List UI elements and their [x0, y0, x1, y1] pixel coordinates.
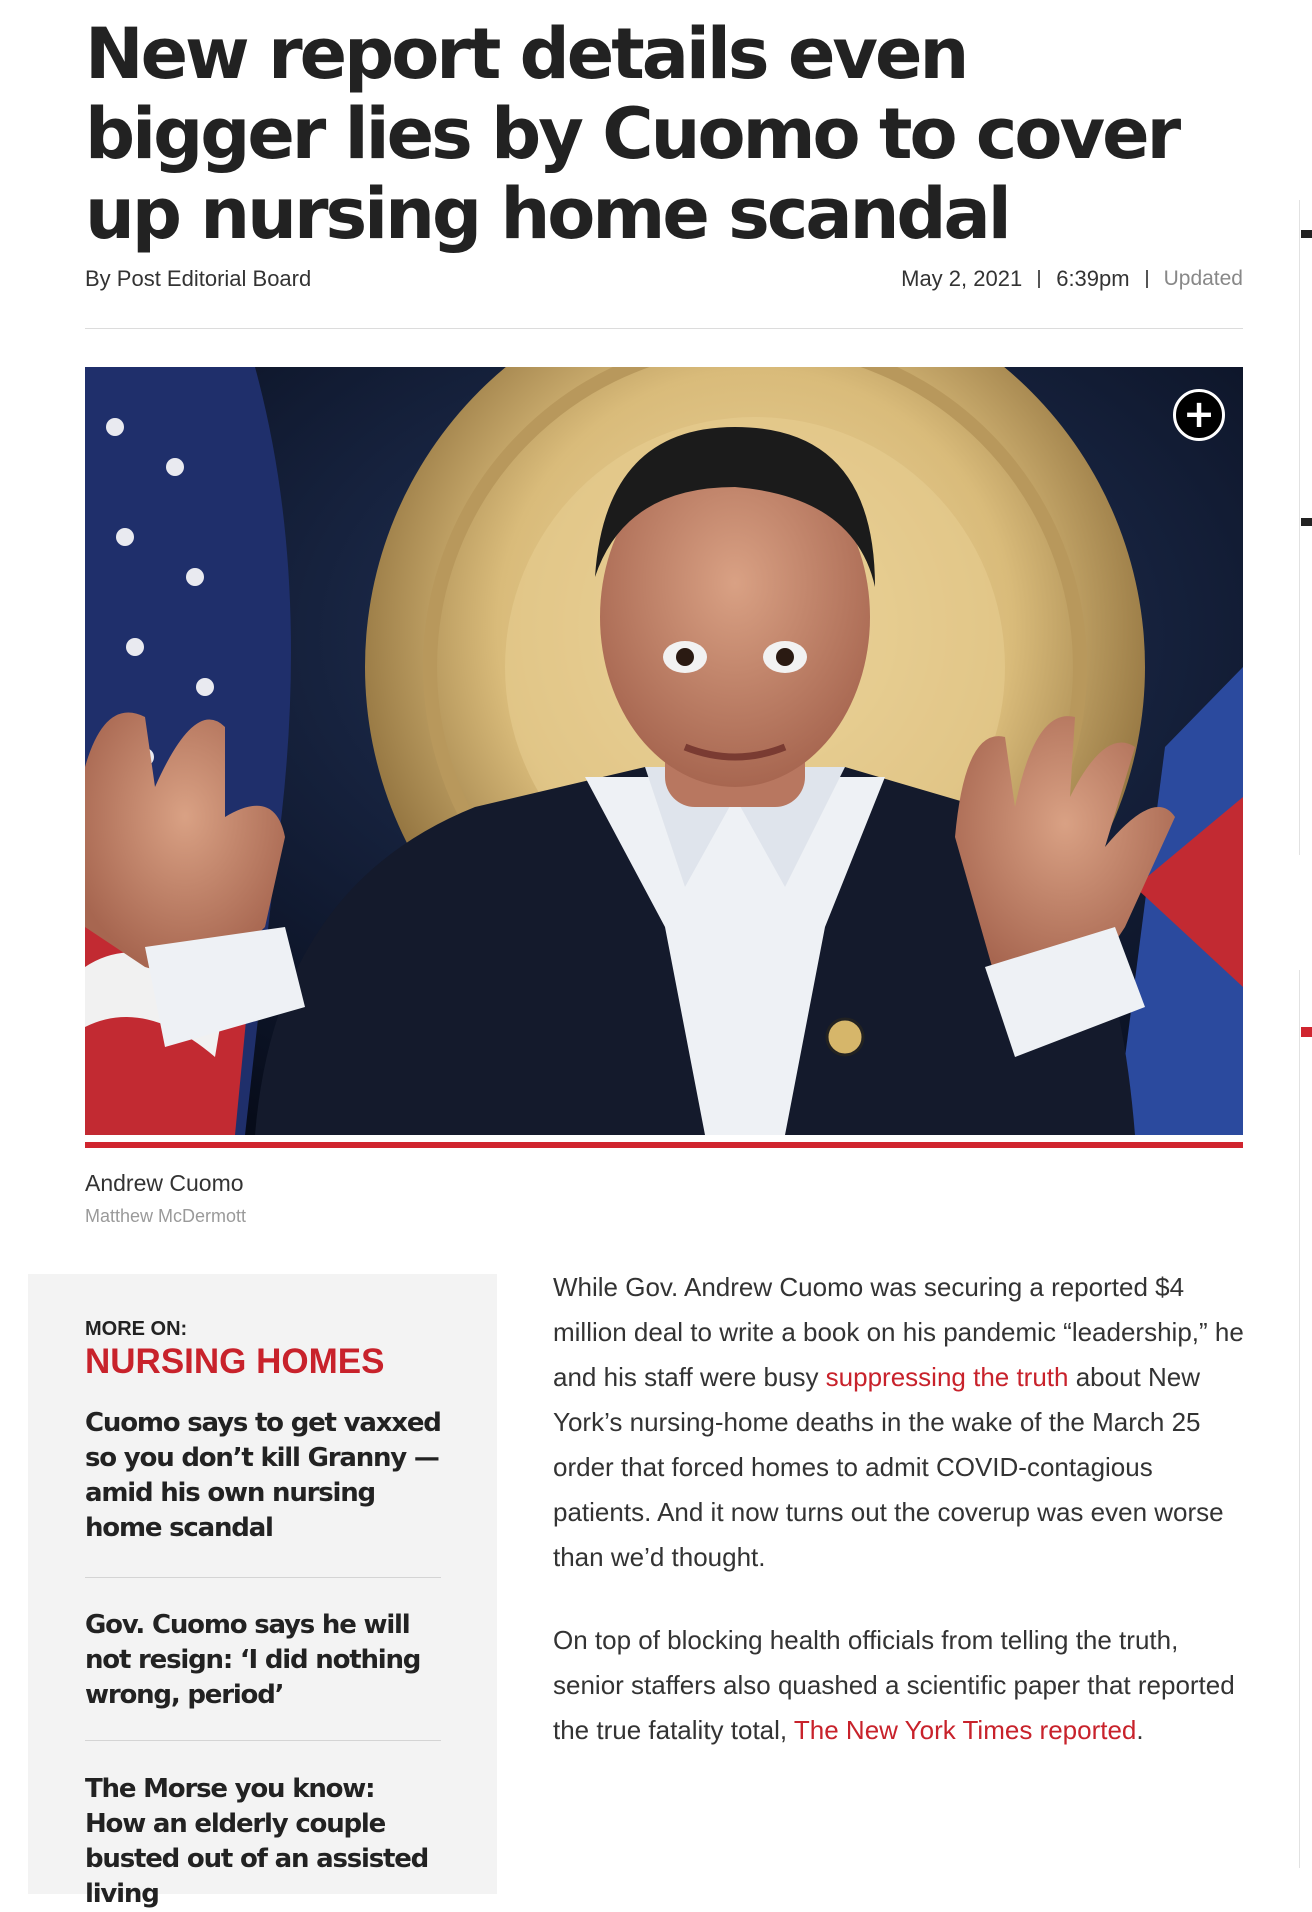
- right-rail-marker: [1301, 230, 1312, 238]
- right-rail-border: [1299, 200, 1300, 855]
- article-body: [553, 1265, 1253, 1753]
- right-rail-marker: [1301, 518, 1312, 526]
- paragraph-text: about New York’s nursing-home deaths in the wake of the March 25 order that forced homes to admit COVID-contagious patients. And it now turns out the coverup was even worse than we’d thought.: [553, 1362, 1224, 1572]
- publish-time: 6:39pm: [1056, 266, 1130, 291]
- hero-photo-illustration: [85, 367, 1243, 1135]
- right-rail-edge: [1300, 0, 1312, 1868]
- meta-separator: [1038, 270, 1040, 288]
- topic-link[interactable]: NURSING HOMES: [85, 1342, 385, 1381]
- related-article-link[interactable]: Gov. Cuomo says he will not resign: ‘I did nothing wrong, period’: [85, 1610, 421, 1710]
- related-divider: [85, 1577, 441, 1578]
- more-on-sidebar: [28, 1274, 497, 1909]
- paragraph-text: On top of blocking health officials from telling the truth, senior staffers also quashed a scientific paper that reported the true fatality total,: [553, 1625, 1235, 1745]
- body-paragraph: [553, 1618, 1253, 1753]
- right-rail-marker: [1301, 1027, 1312, 1037]
- paragraph-text: While Gov. Andrew Cuomo was securing a reported $4 million deal to write a book on his pandemic “leadership,” he and his staff were busy: [553, 1272, 1244, 1392]
- hero-photo[interactable]: [85, 367, 1243, 1135]
- byline[interactable]: By Post Editorial Board: [85, 266, 312, 291]
- meta-separator: [1146, 270, 1148, 288]
- suppressing-truth-link[interactable]: suppressing the truth: [825, 1362, 1069, 1392]
- photo-accent-bar: [85, 1142, 1243, 1148]
- right-rail-border: [1299, 970, 1300, 1868]
- photo-caption: Andrew Cuomo: [85, 1170, 244, 1196]
- related-article-link[interactable]: Cuomo says to get vaxxed so you don’t kill Granny — amid his own nursing home scandal: [85, 1408, 441, 1543]
- publish-date: May 2, 2021: [901, 266, 1023, 291]
- more-on-label: MORE ON:: [85, 1318, 188, 1340]
- nyt-reported-link[interactable]: The New York Times reported: [793, 1715, 1137, 1745]
- article-headline: New report details even bigger lies by Cuomo to cover up nursing home scandal: [85, 13, 1179, 255]
- photo-credit: Matthew McDermott: [85, 1206, 247, 1226]
- related-divider: [85, 1740, 441, 1741]
- body-paragraph: [553, 1265, 1253, 1580]
- article-meta: [901, 266, 1243, 292]
- related-article-link[interactable]: The Morse you know: How an elderly couple busted out of an assisted living: [85, 1774, 429, 1909]
- header-divider: [85, 328, 1243, 329]
- updated-label: Updated: [1163, 267, 1243, 290]
- paragraph-text: .: [1136, 1715, 1144, 1745]
- plus-circle-icon[interactable]: +: [1173, 389, 1225, 441]
